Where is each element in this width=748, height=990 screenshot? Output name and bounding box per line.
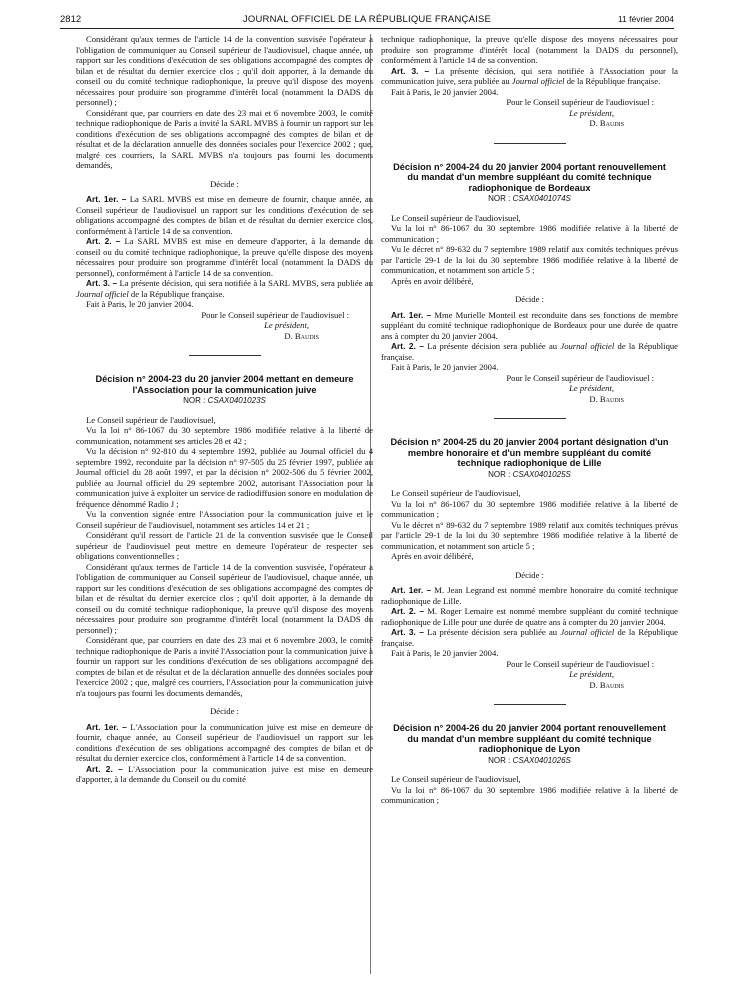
signature-role: Le président, xyxy=(569,383,614,393)
signature-for: Pour le Conseil supérieur de l'audiovisuel : xyxy=(506,97,654,107)
article-label: Art. 3. – xyxy=(391,627,424,637)
paragraph: Le Conseil supérieur de l'audiovisuel, xyxy=(391,488,521,498)
article: Art. 1er. – Mme Murielle Monteil est reconduite dans ses fonctions de membre suppléant du comité technique radiophonique de Bordeaux pour une durée de quatre ans à compter du 20 janvier 2004. xyxy=(381,309,678,341)
paragraph: Vu la loi n° 86-1067 du 30 septembre 1986 modifiée relative à la liberté de communication ; xyxy=(381,784,678,805)
article-label: Art. 2. – xyxy=(391,606,424,616)
decision-title: Décision n° 2004-26 du 20 janvier 2004 portant renouvellement du mandat d'un membre suppléant du comité technique radiophonique de Lyon xyxy=(393,723,666,754)
signature-for: Pour le Conseil supérieur de l'audiovisuel : xyxy=(506,658,654,669)
section-separator xyxy=(189,355,261,356)
decision-title: Décision n° 2004-25 du 20 janvier 2004 portant désignation d'un membre honoraire et d'un membre suppléant du comité technique radiophonique de Lille xyxy=(390,437,669,468)
page-number: 2812 xyxy=(60,14,82,25)
journal-ref: Journal officiel xyxy=(560,341,615,351)
section-separator xyxy=(494,143,566,144)
article xyxy=(76,194,373,236)
signature-role: Le président, xyxy=(569,669,614,679)
nor-reference: NOR : CSAX0401026S xyxy=(488,755,571,765)
article: Art. 1er. – L'Association pour la communication juive est mise en demeure de fournir, chaque année, au Conseil supérieur de l'audiovisuel un rapport sur les conditions d'exécution de ses obligations accompagné des comptes de bilan et de résultat du dernier exercice clos, conformément à l'article 14 de sa convention. xyxy=(76,721,373,763)
paragraph: Le Conseil supérieur de l'audiovisuel, xyxy=(391,774,521,784)
article: Art. 2. – La présente décision sera publiée au Journal officiel de la République française. xyxy=(381,341,678,362)
signature-name: D. Baudis xyxy=(589,118,624,128)
article-label: Art. 1er. – xyxy=(86,194,127,204)
article: Art. 3. – La présente décision, qui sera notifiée à la SARL MVBS, sera publiée au Journal officiel de la République française. xyxy=(76,278,373,299)
journal-title: JOURNAL OFFICIEL DE LA RÉPUBLIQUE FRANÇAISE xyxy=(242,14,492,25)
article-label: Art. 2. – xyxy=(86,236,121,246)
paragraph: Vu la loi n° 86-1067 du 30 septembre 1986 modifiée relative à la liberté de communication, notamment ses articles 28 et 42 ; xyxy=(76,425,373,446)
article-text: La SARL MVBS est mise en demeure d'apporter, à la demande du conseil ou du comité technique radiophonique, la preuve qu'elle dispose des moyens nécessaires pour produire son programme d'intérêt local (notamment la DADS du personnel), conformément à l'article 14 de sa convention. xyxy=(76,236,373,278)
paragraph: Considérant que, par courriers en date des 23 mai et 6 novembre 2003, le comité technique radiophonique de Paris a invité la SARL MVBS à fournir un rapport sur les conditions d'exécution de ses obligations accompagné des comptes de bilan et de résultat et de la déclaration annuelle des données sociales pour l'exercice 2002 ; que, malgré ces courriers, la SARL MVBS n'a toujours pas fourni les documents demandés, xyxy=(76,107,373,170)
signature-name: D. Baudis xyxy=(589,679,624,690)
nor-reference: NOR : CSAX0401023S xyxy=(183,396,266,405)
signature-role: Le président, xyxy=(264,320,309,330)
paragraph: Le Conseil supérieur de l'audiovisuel, xyxy=(86,414,216,425)
nor-reference: NOR : CSAX0401074S xyxy=(488,194,571,203)
article-text: La SARL MVBS est mise en demeure de fournir, chaque année, au Conseil supérieur de l'audiovisuel un rapport sur les conditions d'exécution de ses obligations accompagné des comptes de bilan et de résultat du dernier exercice clos, conformément à l'article 14 de sa convention. xyxy=(76,194,373,236)
decide-heading: Décide : xyxy=(515,294,544,304)
paragraph: Après en avoir délibéré, xyxy=(391,275,474,286)
paragraph: technique radiophonique, la preuve qu'elle dispose des moyens nécessaires pour produire son programme d'intérêt local (notamment la DADS du personnel), conformément à l'article 14 de sa convention. xyxy=(381,34,678,65)
article: Art. 1er. – M. Jean Legrand est nommé membre honoraire du comité technique radiophonique de Lille. xyxy=(381,585,678,606)
paragraph: Considérant qu'il ressort de l'article 21 de la convention susvisée que le Conseil supérieur de l'audiovisuel peut mettre en demeure l'opérateur de respecter ses obligations conventionnelles ; xyxy=(76,530,373,561)
section-separator xyxy=(494,704,566,705)
fait-line: Fait à Paris, le 20 janvier 2004. xyxy=(86,299,194,309)
article: Art. 2. – L'Association pour la communication juive est mise en demeure d'apporter, à la demande du Conseil ou du comité xyxy=(76,763,373,784)
decision-title: Décision n° 2004-24 du 20 janvier 2004 portant renouvellement du mandat d'un membre suppléant du comité technique radiophonique de Bordeaux xyxy=(393,161,666,193)
paragraph: Vu le décret n° 89-632 du 7 septembre 1989 relatif aux comités techniques prévus par l'article 29-1 de la loi du 30 septembre 1986 modifiée relative à la liberté de communication, et notamment son article 5 ; xyxy=(381,244,678,275)
article: Art. 3. – La présente décision, qui sera notifiée à l'Association pour la communication juive, sera publiée au Journal officiel de la République française. xyxy=(381,65,678,86)
decide-heading: Décide : xyxy=(210,178,239,189)
paragraph: Considérant que, par courriers en date des 23 mai et 6 novembre 2003, le comité technique radiophonique de Paris a invité l'Association pour la communication juive à fournir un rapport sur les conditions d'exécution de ses obligations accompagné des comptes de bilan et de résultat et de la déclaration annuelle des données sociales pour l'exercice 2002 ; que, malgré ces courriers, l'Association pour la communication juive n'a toujours pas fourni les documents demandés, xyxy=(76,635,373,698)
fait-line: Fait à Paris, le 20 janvier 2004. xyxy=(391,86,499,97)
article-label: Art. 1er. – xyxy=(391,585,432,595)
decide-heading: Décide : xyxy=(210,706,239,716)
signature-name: D. Baudis xyxy=(589,393,624,404)
fait-line: Fait à Paris, le 20 janvier 2004. xyxy=(391,648,499,658)
paragraph: Vu la décision n° 92-810 du 4 septembre 1992, publiée au Journal officiel du 4 septembre 1992, reconduite par la décision n° 97-505 du 25 février 1997, publiée au Journal officiel du 28 août 1997, et par la décision n° 2002-506 du 5 février 2002, publiée au Journal officiel du 29 septembre 2002, autorisant l'Association pour la communication juive à exploiter un service de radiodiffusion sonore en modulation de fréquence dénommé Radio J ; xyxy=(76,446,373,509)
journal-ref: Journal officiel xyxy=(511,76,565,86)
paragraph: Vu la convention signée entre l'Association pour la communication juive et le Conseil supérieur de l'audiovisuel, notamment ses articles 14 et 21 ; xyxy=(76,509,373,530)
fait-line: Fait à Paris, le 20 janvier 2004. xyxy=(391,362,499,372)
paragraph: Le Conseil supérieur de l'audiovisuel, xyxy=(391,212,521,223)
article: Art. 3. – La présente décision sera publiée au Journal officiel de la République française. xyxy=(381,627,678,648)
section-separator xyxy=(494,418,566,419)
journal-ref: Journal officiel xyxy=(76,288,129,299)
signature-name: D. Baudis xyxy=(284,330,319,341)
decide-heading: Décide : xyxy=(515,569,544,580)
article-label: Art. 2. – xyxy=(86,763,123,774)
paragraph: Considérant qu'aux termes de l'article 14 de la convention susvisée l'opérateur a l'obligation de communiquer au Conseil supérieur de l'audiovisuel, chaque année, un rapport sur les conditions d'exécution de ses obligations accompagné des comptes de bilan et de résultat du dernier exercice clos ; qu'il doit apporter, à la demande du conseil ou du comité technique radiophonique, la preuve qu'il dispose des moyens nécessaires pour produire son programme d'intérêt local (notamment la DADS du personnel) ; xyxy=(76,34,373,107)
issue-date: 11 février 2004 xyxy=(617,14,674,24)
page-header xyxy=(60,14,674,29)
signature-for: Pour le Conseil supérieur de l'audiovisuel : xyxy=(506,372,654,383)
signature-for: Pour le Conseil supérieur de l'audiovisuel : xyxy=(201,309,349,320)
article-label: Art. 3. – xyxy=(86,278,118,288)
paragraph: Considérant qu'aux termes de l'article 14 de la convention susvisée, l'opérateur a l'obligation de communiquer au Conseil supérieur de l'audiovisuel, chaque année, un rapport sur les conditions d'exécution de ses obligations accompagné des comptes de bilan et de résultat du dernier exercice clos ; qu'il doit apporter, à la demande du conseil ou du comité technique radiophonique, la preuve qu'il dispose des moyens nécessaires pour produire son programme d'intérêt local (notamment la DADS du personnel) ; xyxy=(76,561,373,635)
article: Art. 2. – M. Roger Lemaire est nommé membre suppléant du comité technique radiophonique de Lille pour une durée de quatre ans à compter du 20 janvier 2004. xyxy=(381,606,678,627)
article-label: Art. 3. – xyxy=(391,65,430,76)
journal-ref: Journal officiel xyxy=(560,627,615,637)
right-column xyxy=(381,34,678,806)
paragraph: Après en avoir délibéré, xyxy=(391,551,474,561)
paragraph: Vu le décret n° 89-632 du 7 septembre 1989 relatif aux comités techniques prévus par l'article 29-1 de la loi du 30 septembre 1986 modifiée relative à la liberté de communication, et notamment son article 5 ; xyxy=(381,519,678,551)
article-label: Art. 2. – xyxy=(391,341,424,351)
article-label: Art. 1er. – xyxy=(86,721,127,732)
article xyxy=(76,236,373,278)
paragraph: Vu la loi n° 86-1067 du 30 septembre 1986 modifiée relative à la liberté de communication ; xyxy=(381,498,678,519)
nor-reference: NOR : CSAX0401025S xyxy=(488,469,571,479)
article-label: Art. 1er. – xyxy=(391,309,432,320)
decision-title: Décision n° 2004-23 du 20 janvier 2004 mettant en demeure l'Association pour la communication juive xyxy=(95,374,354,395)
paragraph: Vu la loi n° 86-1067 du 30 septembre 1986 modifiée relative à la liberté de communication ; xyxy=(381,223,678,244)
left-column xyxy=(76,34,373,785)
signature-role: Le président, xyxy=(569,107,614,118)
